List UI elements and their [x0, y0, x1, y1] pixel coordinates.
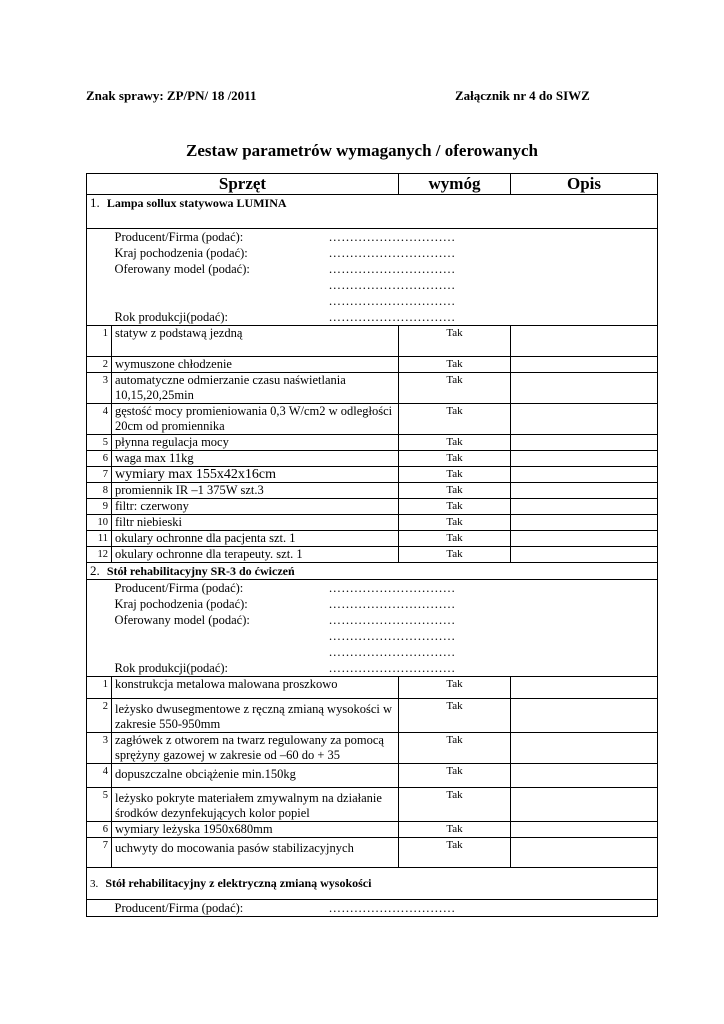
field-label — [115, 644, 329, 660]
field-dots: ………………………… — [328, 661, 456, 675]
row-number: 1 — [87, 326, 112, 357]
table-cell — [87, 563, 658, 580]
field-label — [115, 277, 329, 293]
table-row — [87, 499, 658, 515]
field-line — [115, 644, 655, 660]
row-number: 8 — [87, 483, 112, 499]
field-line — [115, 309, 655, 325]
field-line — [115, 628, 655, 644]
requirement-cell: Tak — [399, 435, 511, 451]
table-cell: wymuszone chłodzenie — [112, 357, 399, 373]
section-name: Stół rehabilitacyjny z elektryczną zmianą wysokości — [105, 875, 372, 890]
table-cell — [511, 435, 658, 451]
table-row — [87, 373, 658, 404]
requirement-cell: Tak — [399, 467, 511, 483]
table-cell — [511, 483, 658, 499]
table-cell: filtr: czerwony — [112, 499, 399, 515]
field-line — [115, 245, 655, 261]
field-line — [115, 900, 655, 916]
field-dots: ………………………… — [328, 310, 456, 324]
table-cell — [112, 229, 658, 326]
table-cell: konstrukcja metalowa malowana proszkowo — [112, 677, 399, 699]
case-number: Znak sprawy: ZP/PN/ 18 /2011 — [86, 88, 257, 103]
section-fields-row — [87, 580, 658, 677]
section-number: 1. — [90, 195, 100, 210]
table-row — [87, 788, 658, 822]
row-number: 11 — [87, 531, 112, 547]
table-header-row — [87, 174, 658, 195]
row-number: 12 — [87, 547, 112, 563]
table-row — [87, 326, 658, 357]
field-line — [115, 277, 655, 293]
table-cell — [511, 326, 658, 357]
row-number: 7 — [87, 467, 112, 483]
table-row — [87, 764, 658, 788]
table-cell — [511, 467, 658, 483]
table-cell: leżysko pokryte materiałem zmywalnym na działanie środków dezynfekujących kolor popiel — [112, 788, 399, 822]
table-cell — [511, 547, 658, 563]
field-dots: ………………………… — [328, 901, 456, 915]
table-cell: wymiary leżyska 1950x680mm — [112, 822, 399, 838]
table-cell — [511, 357, 658, 373]
field-line — [115, 612, 655, 628]
field-label: Oferowany model (podać): — [114, 613, 250, 627]
row-number: 4 — [87, 764, 112, 788]
field-dots: ………………………… — [328, 278, 456, 292]
section-name: Stół rehabilitacyjny SR-3 do ćwiczeń — [106, 564, 295, 578]
table-cell: leżysko dwusegmentowe z ręczną zmianą wysokości w zakresie 550-950mm — [112, 699, 399, 733]
table-cell — [511, 838, 658, 868]
table-cell: dopuszczalne obciążenie min.150kg — [112, 764, 399, 788]
row-number: 9 — [87, 499, 112, 515]
row-number: 3 — [87, 733, 112, 764]
section-title-row — [87, 868, 658, 900]
table-cell — [112, 900, 658, 917]
requirement-cell: Tak — [399, 499, 511, 515]
table-cell: płynna regulacja mocy — [112, 435, 399, 451]
table-cell — [511, 404, 658, 435]
section-title-row — [87, 195, 658, 229]
requirement-cell: Tak — [399, 404, 511, 435]
requirement-cell: Tak — [399, 788, 511, 822]
table-cell: zagłówek z otworem na twarz regulowany za pomocą sprężyny gazowej w zakresie od –60 do + 35 — [112, 733, 399, 764]
field-label: Producent/Firma (podać): — [114, 230, 244, 244]
table-cell — [511, 822, 658, 838]
table-row — [87, 531, 658, 547]
field-label: Producent/Firma (podać): — [114, 581, 244, 595]
requirement-cell: Tak — [399, 483, 511, 499]
row-number: 2 — [87, 699, 112, 733]
field-label: Rok produkcji(podać): — [114, 661, 229, 675]
parameters-table — [86, 173, 658, 917]
table-cell: promiennik IR –1 375W szt.3 — [112, 483, 399, 499]
field-dots: ………………………… — [328, 581, 456, 595]
requirement-cell: Tak — [399, 326, 511, 357]
table-cell — [511, 677, 658, 699]
row-number: 2 — [87, 357, 112, 373]
table-cell — [511, 515, 658, 531]
field-label — [115, 293, 329, 309]
field-label — [115, 628, 329, 644]
table-row — [87, 451, 658, 467]
field-dots: ………………………… — [328, 597, 456, 611]
table-row — [87, 357, 658, 373]
requirement-cell: Tak — [399, 373, 511, 404]
table-cell — [511, 764, 658, 788]
row-number: 5 — [87, 788, 112, 822]
table-cell: uchwyty do mocowania pasów stabilizacyjnych — [112, 838, 399, 868]
field-dots: ………………………… — [328, 613, 456, 627]
table-row — [87, 838, 658, 868]
section-title-row — [87, 563, 658, 580]
field-dots: ………………………… — [328, 294, 456, 308]
requirement-cell: Tak — [399, 531, 511, 547]
section-fields-row — [87, 900, 658, 917]
field-line — [115, 660, 655, 676]
field-dots: ………………………… — [328, 246, 456, 260]
row-number: 3 — [87, 373, 112, 404]
table-cell: filtr niebieski — [112, 515, 399, 531]
requirement-cell: Tak — [399, 822, 511, 838]
field-line — [115, 229, 655, 245]
table-cell: okulary ochronne dla terapeuty. szt. 1 — [112, 547, 399, 563]
table-row — [87, 547, 658, 563]
table-cell — [87, 580, 112, 677]
row-number: 6 — [87, 822, 112, 838]
table-cell — [511, 499, 658, 515]
table-cell — [87, 900, 112, 917]
table-cell — [87, 195, 658, 229]
table-row — [87, 404, 658, 435]
table-row — [87, 483, 658, 499]
requirement-cell: Tak — [399, 515, 511, 531]
field-label: Oferowany model (podać): — [114, 262, 250, 276]
row-number: 4 — [87, 404, 112, 435]
field-dots: ………………………… — [328, 629, 456, 643]
table-cell — [511, 788, 658, 822]
table-cell: wymiary max 155x42x16cm — [112, 467, 399, 483]
field-label: Kraj pochodzenia (podać): — [114, 597, 248, 611]
table-cell — [511, 531, 658, 547]
field-dots: ………………………… — [328, 645, 456, 659]
column-header-description: Opis — [511, 174, 658, 195]
requirement-cell: Tak — [399, 451, 511, 467]
table-cell: gęstość mocy promieniowania 0,3 W/cm2 w odległości 20cm od promiennika — [112, 404, 399, 435]
row-number: 1 — [87, 677, 112, 699]
table-cell: okulary ochronne dla pacjenta szt. 1 — [112, 531, 399, 547]
attachment-label: Załącznik nr 4 do SIWZ — [455, 88, 590, 103]
table-cell — [511, 373, 658, 404]
table-cell: statyw z podstawą jezdną — [112, 326, 399, 357]
field-line — [115, 596, 655, 612]
requirement-cell: Tak — [399, 547, 511, 563]
row-number: 5 — [87, 435, 112, 451]
field-label: Producent/Firma (podać): — [114, 901, 244, 915]
column-header-equipment: Sprzęt — [87, 174, 399, 195]
requirement-cell: Tak — [399, 699, 511, 733]
table-cell — [511, 451, 658, 467]
table-cell: waga max 11kg — [112, 451, 399, 467]
table-row — [87, 699, 658, 733]
table-cell — [112, 580, 658, 677]
field-label: Kraj pochodzenia (podać): — [114, 246, 248, 260]
requirement-cell: Tak — [399, 357, 511, 373]
page-title: Zestaw parametrów wymaganych / oferowanych — [186, 141, 538, 160]
table-cell — [87, 868, 658, 900]
column-header-requirement: wymóg — [399, 174, 511, 195]
table-row — [87, 733, 658, 764]
table-cell — [511, 733, 658, 764]
section-fields-row — [87, 229, 658, 326]
field-label: Rok produkcji(podać): — [114, 310, 229, 324]
table-cell — [87, 229, 112, 326]
row-number: 7 — [87, 838, 112, 868]
table-cell — [511, 699, 658, 733]
requirement-cell: Tak — [399, 838, 511, 868]
field-line — [115, 261, 655, 277]
field-dots: ………………………… — [328, 230, 456, 244]
requirement-cell: Tak — [399, 733, 511, 764]
table-row — [87, 435, 658, 451]
section-name: Lampa sollux statywowa LUMINA — [106, 196, 287, 210]
requirement-cell: Tak — [399, 677, 511, 699]
requirement-cell: Tak — [399, 764, 511, 788]
row-number: 10 — [87, 515, 112, 531]
table-cell: automatyczne odmierzanie czasu naświetlania 10,15,20,25min — [112, 373, 399, 404]
row-number: 6 — [87, 451, 112, 467]
field-line — [115, 580, 655, 596]
table-row — [87, 677, 658, 699]
field-line — [115, 293, 655, 309]
table-row — [87, 515, 658, 531]
table-row — [87, 822, 658, 838]
section-number: 2. — [90, 563, 100, 578]
section-number: 3. — [90, 877, 99, 890]
field-dots: ………………………… — [328, 262, 456, 276]
table-row — [87, 467, 658, 483]
